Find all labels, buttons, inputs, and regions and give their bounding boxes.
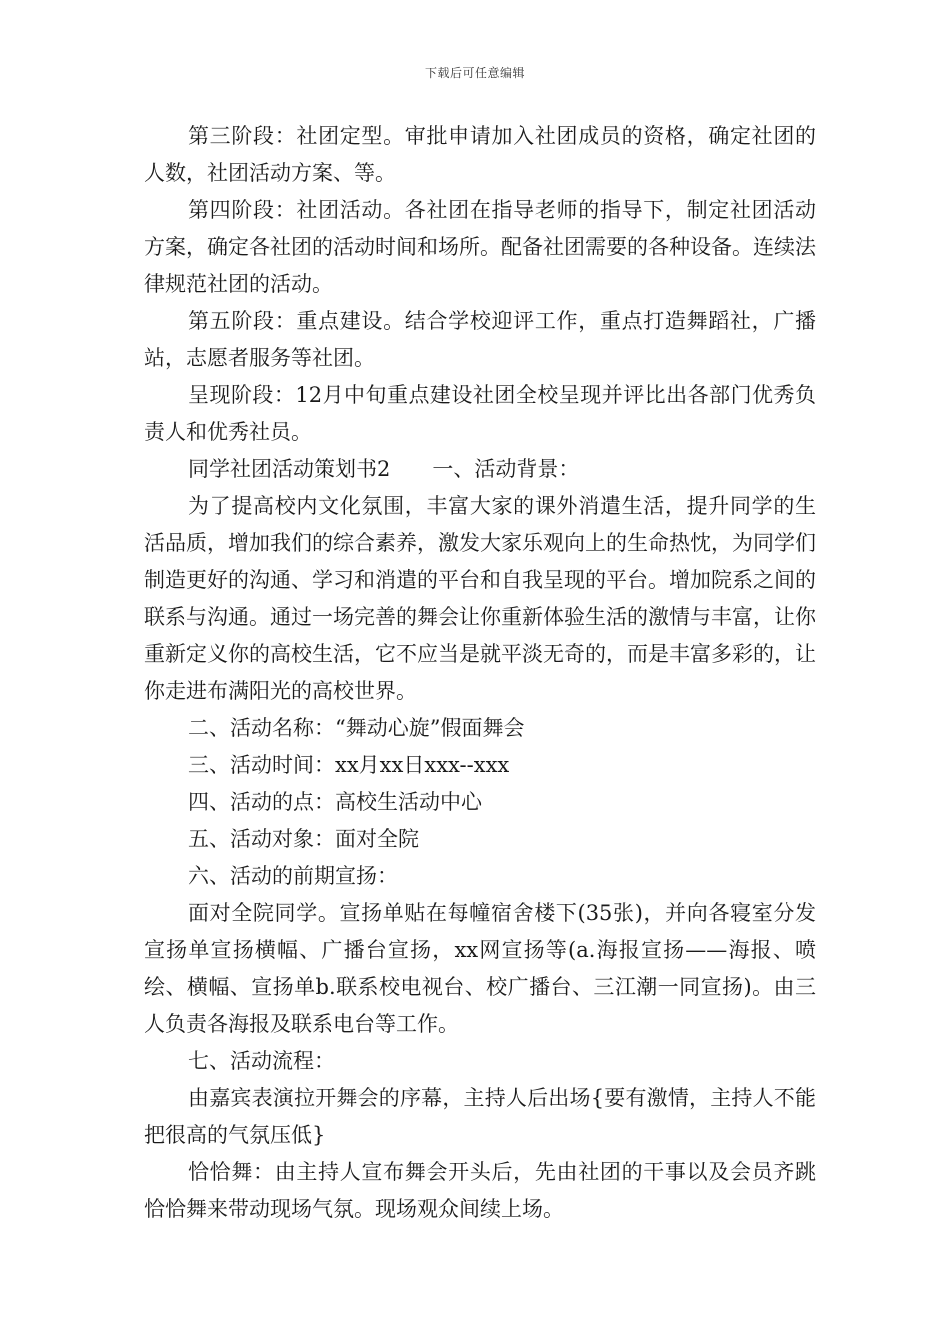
paragraph-stage-three: 第三阶段：社团定型。审批申请加入社团成员的资格，确定社团的人数，社团活动方案、等。 [144, 124, 816, 185]
page-header: 下载后可任意编辑 [424, 66, 525, 80]
paragraph-stage-four: 第四阶段：社团活动。各社团在指导老师的指导下，制定社团活动方案，确定各社团的活动时间和场所。配备社团需要的各种设备。连续法律规范社团的活动。 [144, 198, 816, 296]
paragraph-stage-five: 第五阶段：重点建设。结合学校迎评工作，重点打造舞蹈社，广播站，志愿者服务等社团。 [144, 309, 816, 370]
paragraph-activity-place: 四、活动的点：高校生活动中心 [188, 790, 482, 814]
paragraph-activity-audience: 五、活动对象：面对全院 [188, 827, 419, 851]
document-body [144, 118, 816, 1228]
paragraph-chacha-dance: 恰恰舞：由主持人宣布舞会开头后，先由社团的干事以及会员齐跳恰恰舞来带动现场气氛。现场观众间续上场。 [144, 1160, 816, 1221]
paragraph-process-heading: 七、活动流程： [188, 1049, 335, 1073]
paragraph-promotion-heading: 六、活动的前期宣扬： [188, 864, 398, 888]
paragraph-opening: 由嘉宾表演拉开舞会的序幕，主持人后出场{要有激情，主持人不能把很高的气氛压低} [144, 1086, 816, 1147]
paragraph-activity-name: 二、活动名称：“舞动心旋”假面舞会 [188, 716, 525, 740]
paragraph-background: 为了提高校内文化氛围，丰富大家的课外消遣生活，提升同学的生活品质，增加我们的综合素养，激发大家乐观向上的生命热忱，为同学们制造更好的沟通、学习和消遣的平台和自我呈现的平台。增加院系之间的联系与沟通。通过一场完善的舞会让你重新体验生活的激情与丰富，让你重新定义你的高校生活，它不应当是就平淡无奇的，而是丰富多彩的，让你走进布满阳光的高校世界。 [144, 494, 816, 703]
paragraph-presentation-stage: 呈现阶段：12月中旬重点建设社团全校呈现并评比出各部门优秀负责人和优秀社员。 [144, 383, 816, 444]
paragraph-promotion-details: 面对全院同学。宣扬单贴在每幢宿舍楼下(35张)，并向各寝室分发宣扬单宣扬横幅、广播台宣扬，xx网宣扬等(a.海报宣扬——海报、喷绘、横幅、宣扬单b.联系校电视台、校广播台、三江潮一同宣扬)。由三人负责各海报及联系电台等工作。 [144, 901, 816, 1036]
paragraph-plan-title: 同学社团活动策划书2 一、活动背景： [188, 457, 580, 481]
paragraph-activity-time: 三、活动时间：xx月xx日xxx--xxx [188, 753, 510, 777]
